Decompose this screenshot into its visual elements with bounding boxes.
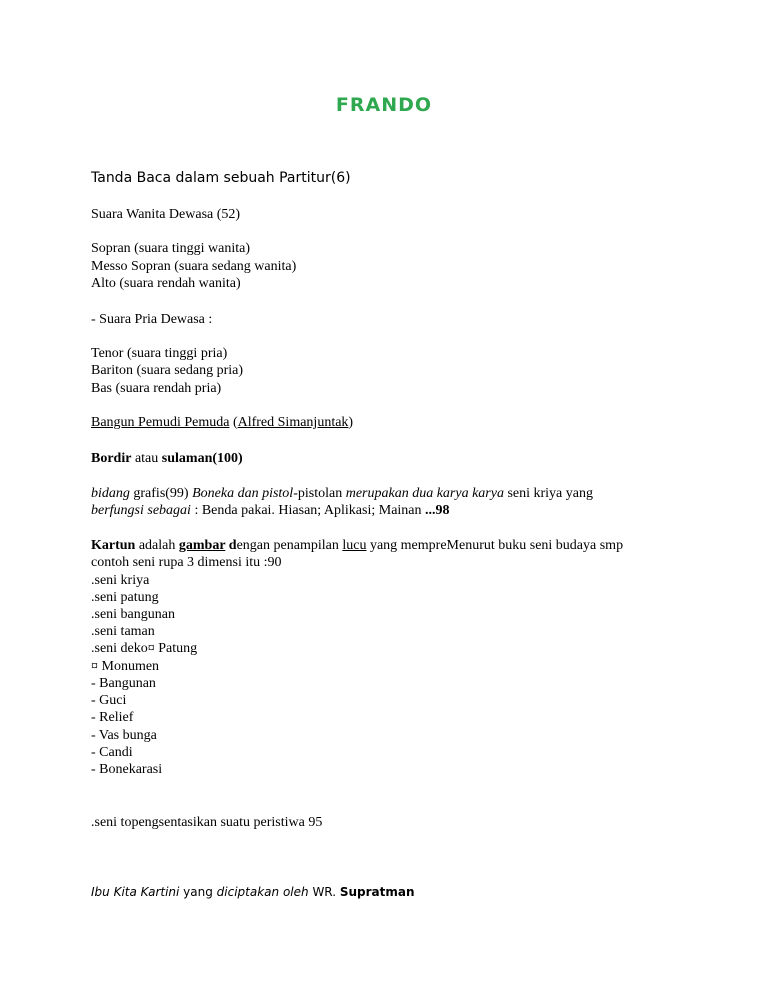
atau-word: atau (131, 451, 162, 466)
text-span: -pistolan (293, 486, 346, 501)
text-span: WR. (308, 885, 340, 899)
list-item: .seni patung (91, 590, 159, 605)
text-span: adalah (135, 538, 179, 553)
list-item: Messo Sopran (suara sedang wanita) (91, 259, 297, 274)
sulaman-word: sulaman(100) (161, 451, 243, 466)
text-span: : Benda pakai. Hiasan; Aplikasi; Mainan (190, 503, 426, 518)
list-item: - Candi (91, 745, 133, 760)
topeng-line: .seni topengsentasikan suatu peristiwa 95 (91, 815, 323, 830)
section-heading: Tanda Baca dalam sebuah Partitur(6) (91, 170, 351, 186)
text-span: merupakan dua karya karya (345, 486, 504, 501)
text-span: d (225, 538, 237, 553)
text-span: Boneka dan pistol (192, 486, 294, 501)
text-span: bidang (91, 486, 130, 501)
list-item: Bas (suara rendah pria) (91, 381, 222, 396)
bidang-line-2 (91, 502, 450, 519)
text-span: Kartun (91, 538, 136, 553)
list-item: .seni bangunan (91, 607, 175, 622)
text-span: gambar (178, 538, 226, 553)
list-item: - Bonekarasi (91, 762, 163, 777)
song-author: Alfred Simanjuntak (237, 415, 349, 430)
song-paren-open: ( (229, 415, 238, 430)
list-item: - Relief (91, 710, 134, 725)
list-item: Sopran (suara tinggi wanita) (91, 241, 251, 256)
kartun-line-1 (91, 537, 623, 554)
text-span: yang mempreMenurut buku seni budaya smp (366, 538, 624, 553)
list-item: - Guci (91, 693, 127, 708)
list-item: Tenor (suara tinggi pria) (91, 346, 228, 361)
footer-line (91, 884, 415, 901)
list-item: ¤ Monumen (91, 659, 160, 674)
list-item: .seni kriya (91, 573, 150, 588)
list-item: - Bangunan (91, 676, 156, 691)
bordir-line (91, 450, 243, 467)
kartun-line-2: contoh seni rupa 3 dimensi itu :90 (91, 555, 282, 570)
text-span: lucu (342, 538, 367, 553)
list-item: .seni taman (91, 624, 155, 639)
song-line (91, 414, 353, 431)
list-item: - Vas bunga (91, 728, 157, 743)
suara-wanita-heading: Suara Wanita Dewasa (52) (91, 207, 241, 222)
list-item: Bariton (suara sedang pria) (91, 363, 243, 378)
text-span: grafis(99) (129, 486, 193, 501)
song-paren-close: ) (348, 415, 354, 430)
document-title: FRANDO (335, 94, 433, 116)
text-span: diciptakan oleh (216, 885, 309, 899)
suara-pria-heading: - Suara Pria Dewasa : (91, 312, 213, 327)
text-span: seni kriya yang (503, 486, 593, 501)
song-title: Bangun Pemudi Pemuda (91, 415, 230, 430)
text-span: Supratman (339, 885, 415, 899)
list-item: .seni deko¤ Patung (91, 641, 198, 656)
text-span: ...98 (425, 503, 450, 518)
list-item: Alto (suara rendah wanita) (91, 276, 241, 291)
text-span: Ibu Kita Kartini (91, 885, 180, 899)
text-span: engan penampilan (236, 538, 343, 553)
text-span: berfungsi sebagai (91, 503, 191, 518)
text-span: yang (179, 885, 217, 899)
bordir-word: Bordir (91, 451, 132, 466)
bidang-line-1 (91, 485, 593, 502)
